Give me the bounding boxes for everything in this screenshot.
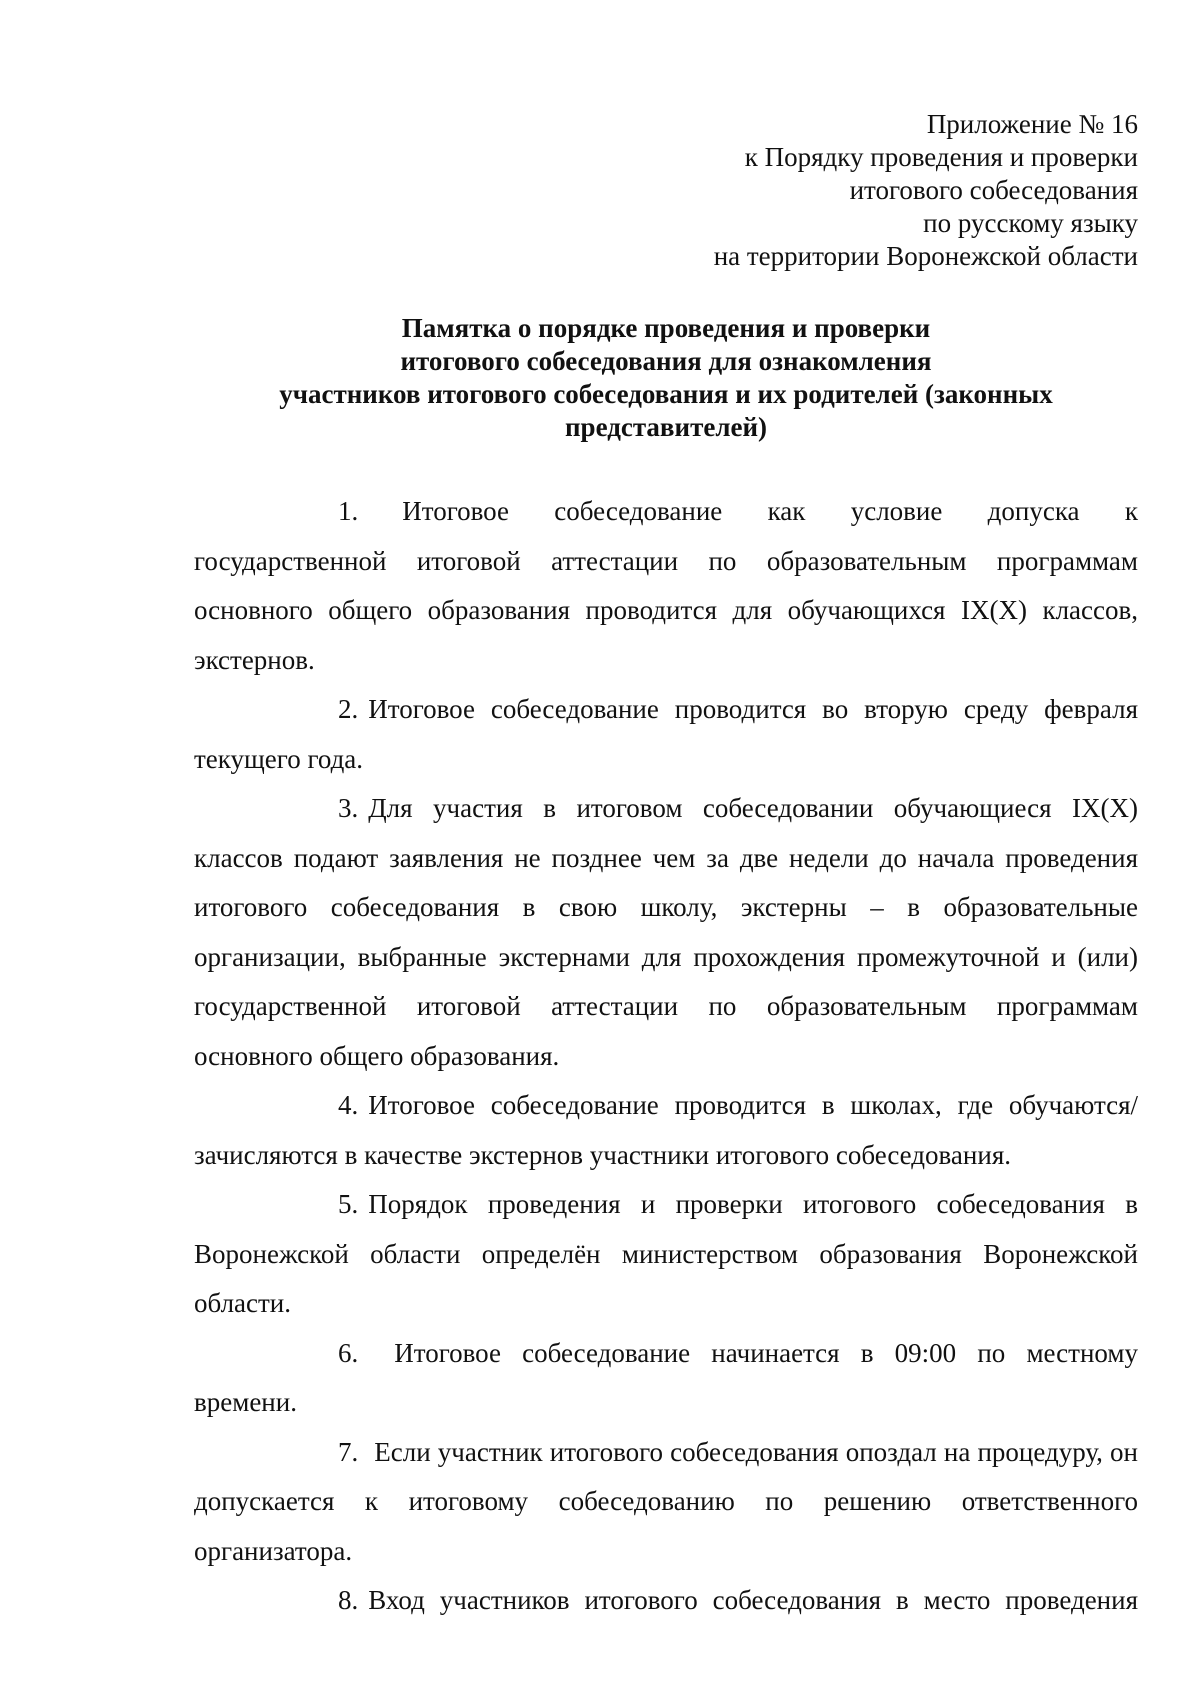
item-number: 1. xyxy=(338,496,359,526)
list-item xyxy=(194,1180,1138,1329)
document-title xyxy=(194,312,1138,444)
appendix-line: на территории Воронежской области xyxy=(713,241,1138,271)
item-number: 4. xyxy=(338,1090,359,1120)
document-body xyxy=(194,487,1138,1626)
list-item xyxy=(194,487,1138,685)
item-number: 3. xyxy=(338,793,359,823)
title-line: Памятка о порядке проведения и проверки xyxy=(401,313,931,343)
item-text: Итоговое собеседование как условие допуска к государственной итоговой аттестации по образовательным программам основного общего образования проводится для обучающихся IX(X) классов, экстернов. xyxy=(194,496,1138,675)
list-item xyxy=(194,1576,1138,1626)
item-text: Порядок проведения и проверки итогового собеседования в Воронежской области определён министерством образования Воронежской области. xyxy=(194,1189,1138,1318)
item-number: 5. xyxy=(338,1189,359,1219)
item-text: Вход участников итогового собеседования в место проведения xyxy=(368,1585,1138,1615)
item-text: Если участник итогового собеседования опоздал на процедуру, он допускается к итоговому собеседованию по решению ответственного организатора. xyxy=(194,1436,1138,1566)
item-number: 8. xyxy=(338,1585,359,1615)
list-item xyxy=(194,685,1138,784)
list-item xyxy=(194,1329,1138,1428)
item-text: Для участия в итоговом собеседовании обучающиеся IX(X) классов подают заявления не позднее чем за две недели до начала проведения итогового собеседования в свою школу, экстерны – в образовательные организации, выбранные экстернами для прохождения промежуточной и (или) государственной итоговой аттестации по образовательным программам основного общего образования. xyxy=(194,793,1138,1071)
list-item xyxy=(194,1081,1138,1180)
title-line: представителей) xyxy=(565,412,767,442)
title-line: итогового собеседования для ознакомления xyxy=(400,346,932,376)
appendix-line: итогового собеседования xyxy=(849,175,1138,205)
appendix-header xyxy=(714,108,1138,273)
list-item xyxy=(194,1428,1138,1577)
item-number: 6. xyxy=(338,1337,359,1368)
item-text: Итоговое собеседование проводится во вторую среду февраля текущего года. xyxy=(194,694,1138,774)
title-line: участников итогового собеседования и их родителей (законных xyxy=(279,379,1053,409)
appendix-line: к Порядку проведения и проверки xyxy=(744,142,1138,172)
item-number: 2. xyxy=(338,694,359,724)
item-number: 7. xyxy=(338,1436,359,1467)
item-text: Итоговое собеседование проводится в школах, где обучаются/зачисляются в качестве экстернов участники итогового собеседования. xyxy=(194,1090,1138,1170)
appendix-line: по русскому языку xyxy=(923,208,1138,238)
appendix-number: Приложение № 16 xyxy=(926,109,1138,139)
list-item xyxy=(194,784,1138,1081)
item-text: Итоговое собеседование начинается в 09:00 по местному времени. xyxy=(194,1337,1138,1417)
